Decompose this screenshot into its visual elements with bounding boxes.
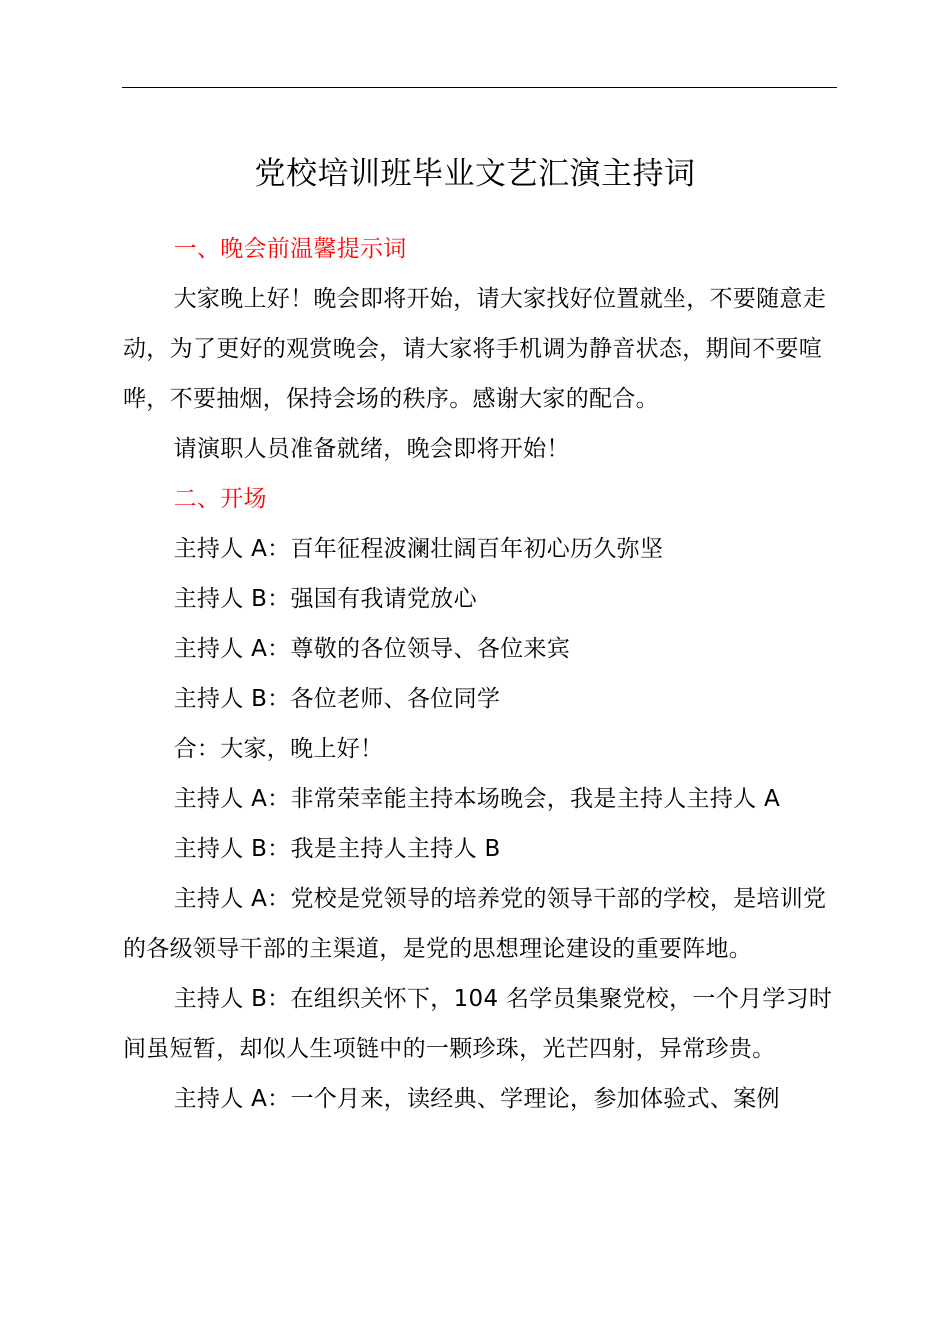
document-body <box>123 224 841 1124</box>
paragraph: 主持人 B：强国有我请党放心 <box>173 586 477 612</box>
paragraph: 主持人 A：一个月来，读经典、学理论，参加体验式、案例 <box>173 1086 780 1112</box>
paragraph: 主持人 A：党校是党领导的培养党的领导干部的学校，是培训党的各级领导干部的主渠道，是党的思想理论建设的重要阵地。 <box>123 886 827 962</box>
paragraph: 主持人 B：各位老师、各位同学 <box>173 686 501 712</box>
paragraph: 主持人 B：在组织关怀下，104 名学员集聚党校，一个月学习时间虽短暂，却似人生项链中的一颗珍珠，光芒四射，异常珍贵。 <box>123 986 833 1062</box>
paragraph: 主持人 A：百年征程波澜壮阔百年初心历久弥坚 <box>173 536 664 562</box>
paragraph: 合：大家，晚上好！ <box>173 736 384 762</box>
paragraph: 主持人 A：尊敬的各位领导、各位来宾 <box>173 636 571 662</box>
paragraph: 大家晚上好！晚会即将开始，请大家找好位置就坐，不要随意走动，为了更好的观赏晚会，请大家将手机调为静音状态，期间不要喧哗，不要抽烟，保持会场的秩序。感谢大家的配合。 <box>123 286 826 412</box>
header-rule <box>122 87 837 88</box>
section-heading-opening: 二、开场 <box>173 486 267 512</box>
paragraph: 主持人 A：非常荣幸能主持本场晚会，我是主持人主持人 A <box>173 786 781 812</box>
paragraph: 主持人 B：我是主持人主持人 B <box>173 836 501 862</box>
section-heading-prompts: 一、晚会前温馨提示词 <box>173 236 407 262</box>
document-title: 党校培训班毕业文艺汇演主持词 <box>254 156 696 192</box>
paragraph: 请演职人员准备就绪，晚会即将开始！ <box>173 436 570 462</box>
